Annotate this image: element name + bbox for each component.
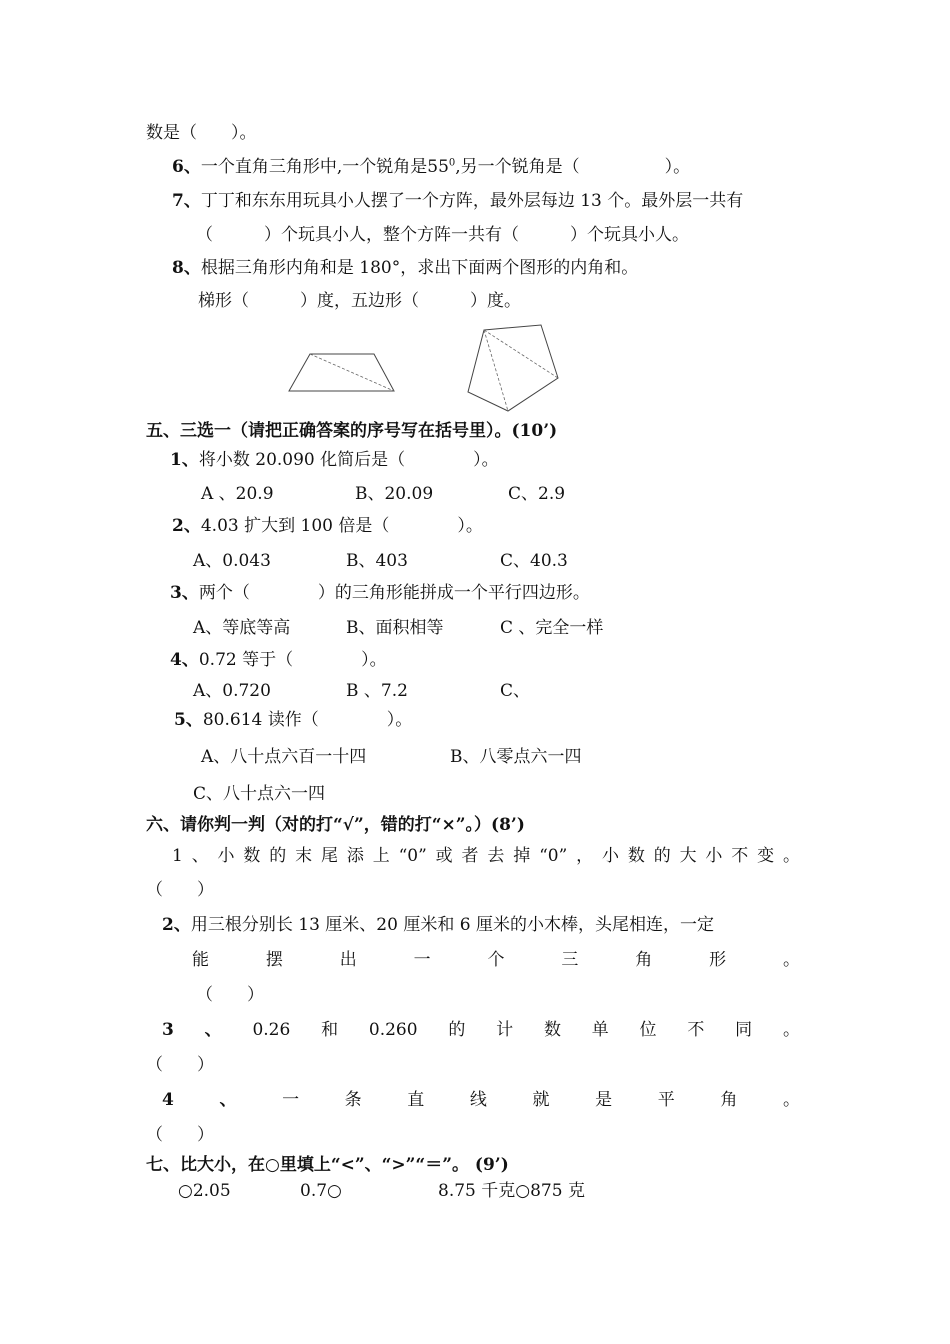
s5-q5-text: 80.614 读作（ ）。 [202,710,413,730]
q8-line-1 [172,258,638,278]
s5-q3-text: 两个（ ）的三角形能拼成一个平行四边形。 [198,583,590,603]
q8-text-1: 根据三角形内角和是 180°，求出下面两个图形的内角和。 [200,258,639,278]
s6-q4-w3: 条 [344,1090,362,1110]
s6-q3-line [162,1020,800,1040]
q5-tail: 数是（ ）。 [146,123,257,143]
s6-q1-w6: 尾 [320,846,338,866]
q6-degree-sup: 0 [448,157,456,169]
s6-q3-w11: 同 [735,1020,753,1040]
s6-q3-w7: 数 [543,1020,561,1040]
s5-q5-option-c: C、八十点六一四 [193,784,326,804]
q8-number: 8、 [172,258,201,278]
s6-q2-w7: 形 [709,950,727,970]
s6-q1-w19: 大 [679,846,697,866]
s6-q4-w5: 线 [469,1090,487,1110]
s6-q2-w2: 出 [339,950,357,970]
s6-q1-w12: 去 [487,846,505,866]
s5-q2 [172,516,483,536]
s5-q4-number: 4、 [170,650,199,670]
s6-q2-w0: 能 [192,950,209,970]
s6-q1-w1: 、 [191,846,209,866]
s6-q2-w8: 。 [783,950,800,970]
section7-title: 七、比大小，在○里填上“<”、“>”“＝”。 (9’) [146,1155,509,1175]
q7-line-1 [172,191,743,211]
s6-q4-line [162,1090,800,1110]
s6-q1-w9: “0” [398,846,427,866]
s5-q4-text: 0.72 等于（ ）。 [198,650,387,670]
s6-q4-w6: 就 [532,1090,550,1110]
s6-q2-w5: 三 [561,950,579,970]
s6-q1-w17: 数 [627,846,645,866]
s5-q2-option-a: A、0.043 [193,551,271,571]
s5-q2-option-b: B、403 [346,551,408,571]
s6-q1-w20: 小 [705,846,723,866]
s5-q3 [170,583,590,603]
s6-q1-w21: 不 [731,846,749,866]
s6-q1-w4: 的 [269,846,287,866]
section6-title: 六、请你判一判（对的打“√”，错的打“×”。）(8’) [146,815,525,835]
s6-q1-w22: 变 [757,846,775,866]
s5-q3-option-a: A、等底等高 [193,618,291,638]
s6-q2-w3: 一 [413,950,431,970]
q6-line [172,157,690,177]
s6-q4-w8: 平 [657,1090,675,1110]
q7-text-1: 丁丁和东东用玩具小人摆了一个方阵，最外层每边 13 个。最外层一共有 [200,191,744,211]
s6-q4-w0: 4 [162,1090,174,1110]
s6-q2-answer-paren: （ ） [196,985,264,1005]
trapezoid-figure [286,350,398,394]
s6-q1-w13: 掉 [513,846,531,866]
s6-q1-w23: 。 [783,846,800,866]
s6-q3-w10: 不 [687,1020,705,1040]
s5-q2-number: 2、 [172,516,201,536]
s6-q4-w7: 是 [595,1090,613,1110]
s6-q4-w9: 角 [720,1090,738,1110]
s5-q3-number: 3、 [170,583,199,603]
s6-q2-line-2 [192,950,800,970]
s6-q4-w4: 直 [407,1090,425,1110]
s6-q1-w18: 的 [653,846,671,866]
s5-q5 [174,710,412,730]
s6-q1-w11: 者 [461,846,479,866]
s6-q3-w0: 3 [162,1020,174,1040]
s7-item-3: 8.75 千克○875 克 [438,1181,585,1201]
s6-q1-w15: ， [576,846,594,866]
s6-q4-answer-paren: （ ） [146,1125,214,1145]
s5-q4-option-a: A、0.720 [193,681,271,701]
s5-q3-option-c: C 、完全一样 [500,618,604,638]
s6-q3-w3: 和 [321,1020,339,1040]
s6-q2-line-1 [162,915,714,935]
s6-q1-w14: “0” [539,846,568,866]
s6-q1-w10: 或 [435,846,453,866]
s6-q2-w4: 个 [487,950,505,970]
s6-q3-w1: 、 [204,1020,222,1040]
s6-q3-answer-paren: （ ） [146,1055,214,1075]
s5-q1-option-a: A 、20.9 [201,484,274,504]
s6-q1-w2: 小 [217,846,235,866]
s5-q4 [170,650,387,670]
q6-text: 一个直角三角形中,一个锐角是55 [200,157,449,177]
section5-title: 五、三选一（请把正确答案的序号写在括号里）。(10’) [146,421,558,441]
q6-text-rest: ,另一个锐角是（ ）。 [455,157,691,177]
s6-q2-w6: 角 [635,950,653,970]
s6-q1-w5: 末 [295,846,313,866]
s5-q3-option-b: B、面积相等 [346,618,444,638]
s6-q1-w8: 上 [372,846,390,866]
s6-q3-w12: 。 [782,1020,800,1040]
s6-q2-number: 2、 [162,915,191,935]
pentagon-figure [462,320,562,416]
s6-q3-w9: 位 [639,1020,657,1040]
s5-q1-number: 1、 [170,450,199,470]
s5-q4-option-c: C、 [500,681,531,701]
s6-q4-w2: 一 [282,1090,300,1110]
s5-q2-text: 4.03 扩大到 100 倍是（ ）。 [200,516,483,536]
s5-q2-option-c: C、40.3 [500,551,568,571]
s5-q1 [170,450,499,470]
s6-q2-w1: 摆 [265,950,283,970]
s6-q1-w3: 数 [243,846,261,866]
s6-q2-text-1: 用三根分别长 13 厘米、20 厘米和 6 厘米的小木棒，头尾相连，一定 [190,915,714,935]
s6-q3-w2: 0.26 [252,1020,291,1040]
s5-q1-text: 将小数 20.090 化简后是（ ）。 [198,450,499,470]
s6-q3-w5: 的 [448,1020,466,1040]
q7-number: 7、 [172,191,201,211]
s5-q4-option-b: B 、7.2 [346,681,408,701]
s6-q3-w4: 0.260 [368,1020,418,1040]
s7-item-2: 0.7○ [300,1181,342,1201]
q8-line-2: 梯形（ ）度，五边形（ ）度。 [198,291,521,311]
s6-q4-w10: 。 [782,1090,800,1110]
s6-q3-w6: 计 [496,1020,514,1040]
s5-q1-option-c: C、2.9 [508,484,566,504]
s6-q1-w16: 小 [601,846,619,866]
s5-q5-option-a: A、八十点六百一十四 [201,747,367,767]
s5-q1-option-b: B、20.09 [355,484,434,504]
s5-q5-number: 5、 [174,710,203,730]
s6-q4-w1: 、 [219,1090,237,1110]
s5-q5-option-b: B、八零点六一四 [450,747,582,767]
s6-q1-w7: 添 [346,846,364,866]
s7-item-1: ○2.05 [178,1181,231,1201]
s6-q3-w8: 单 [591,1020,609,1040]
s6-q1-w0: 1 [172,846,183,866]
q7-line-2: （ ）个玩具小人，整个方阵一共有（ ）个玩具小人。 [196,225,689,245]
s6-q1-line [172,846,800,866]
q6-number: 6、 [172,157,201,177]
s6-q1-answer-paren: （ ） [146,880,214,900]
